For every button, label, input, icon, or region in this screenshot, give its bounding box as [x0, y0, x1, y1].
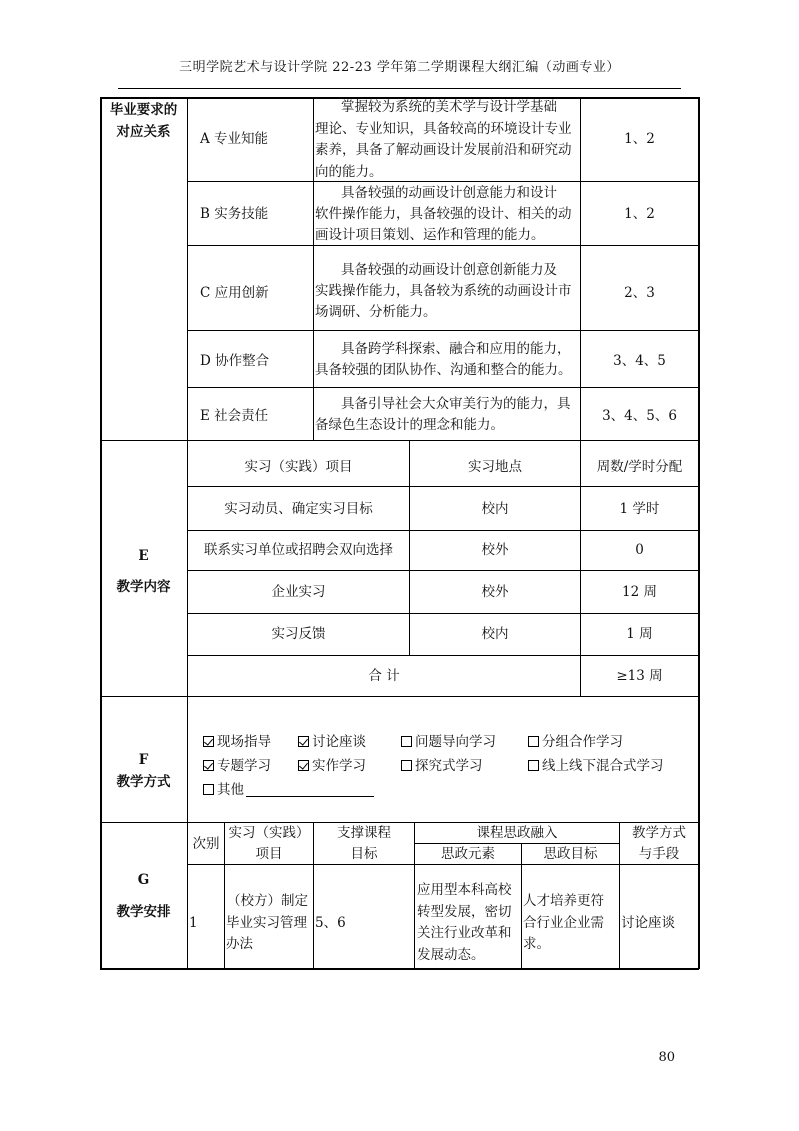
arr-row-elem-4: 发展动态。 — [417, 947, 485, 963]
grad-desc-b-1: 具备较强的动画设计创意能力和设计 — [341, 185, 557, 201]
method-option-onsite[interactable]: 现场指导 — [203, 731, 271, 753]
section-g-label: 教学安排 — [116, 904, 171, 920]
content-row-4-project: 实习反馈 — [271, 626, 326, 642]
content-row-3-project: 企业实习 — [271, 584, 326, 600]
content-row-3-hours: 12 周 — [622, 584, 657, 600]
grad-label-line2: 对应关系 — [116, 124, 171, 140]
grad-desc-d-1: 具备跨学科探索、融合和应用的能力， — [341, 341, 571, 357]
checkbox-checked-icon[interactable] — [203, 736, 214, 747]
grad-desc-b-3: 画设计项目策划、运作和管理的能力。 — [315, 227, 545, 243]
grad-item-c: C 应用创新 — [200, 285, 269, 301]
header-rule — [118, 88, 681, 89]
checkbox-checked-icon[interactable] — [298, 736, 309, 747]
section-f-code: F — [138, 752, 149, 768]
arr-header-goal-2: 目标 — [350, 846, 378, 862]
content-row-3-location: 校外 — [481, 584, 509, 600]
checkbox-empty-icon[interactable] — [401, 736, 412, 747]
checkbox-checked-icon[interactable] — [298, 760, 309, 771]
grad-target-b: 1、2 — [624, 206, 655, 222]
method-option-other[interactable]: 其他 — [203, 779, 244, 801]
grad-target-e: 3、4、5、6 — [602, 408, 677, 424]
section-e-code: E — [138, 548, 149, 564]
grad-desc-e-2: 备绿色生态设计的理念和能力。 — [315, 417, 504, 433]
arr-row-goal: 5、6 — [315, 915, 346, 931]
grad-desc-d-2: 具备较强的团队协作、沟通和整合的能力。 — [315, 362, 572, 378]
arr-row-project-1: （校方）制定 — [227, 893, 308, 909]
section-f-label: 教学方式 — [116, 774, 171, 790]
method-option-problem-based[interactable]: 问题导向学习 — [401, 731, 496, 753]
arr-row-seq: 1 — [189, 915, 198, 931]
method-option-practice[interactable]: 实作学习 — [298, 755, 366, 777]
content-header-location: 实习地点 — [468, 459, 522, 475]
arr-row-elem-2: 转型发展，密切 — [417, 904, 512, 920]
grad-item-e: E 社会责任 — [200, 408, 269, 424]
method-option-discussion[interactable]: 讨论座谈 — [298, 731, 366, 753]
content-row-2-project: 联系实习单位或招聘会双向选择 — [204, 542, 393, 558]
content-row-4-hours: 1 周 — [626, 626, 653, 642]
checkbox-checked-icon[interactable] — [203, 760, 214, 771]
other-blank-line — [246, 796, 374, 797]
arr-row-ideo-goal-1: 人才培养更符 — [523, 893, 604, 909]
grad-item-a: A 专业知能 — [200, 131, 269, 147]
method-option-group[interactable]: 分组合作学习 — [528, 731, 623, 753]
arr-row-elem-1: 应用型本科高校 — [417, 882, 512, 898]
method-option-blended[interactable]: 线上线下混合式学习 — [528, 755, 664, 777]
grad-target-a: 1、2 — [624, 131, 655, 147]
arr-header-ideo: 课程思政融入 — [476, 825, 558, 841]
method-option-topic[interactable]: 专题学习 — [203, 755, 271, 777]
grad-desc-c-3: 场调研、分析能力。 — [315, 304, 437, 320]
section-e-label: 教学内容 — [116, 579, 171, 595]
section-g-code: G — [137, 872, 150, 888]
checkbox-empty-icon[interactable] — [528, 736, 539, 747]
arr-header-goal-1: 支撑课程 — [337, 825, 391, 841]
arr-header-method-2: 与手段 — [638, 846, 680, 862]
arr-header-project-1: 实习（实践） — [228, 825, 310, 841]
arr-header-ideo-goal: 思政目标 — [543, 846, 598, 862]
grad-desc-a-1: 掌握较为系统的美术学与设计学基础 — [341, 99, 557, 115]
grad-desc-b-2: 软件操作能力，具备较强的设计、相关的动 — [315, 206, 572, 222]
page-number: 80 — [658, 1050, 675, 1065]
grad-desc-a-3: 素养，具备了解动画设计发展前沿和研究动 — [315, 142, 572, 158]
content-row-1-project: 实习动员、确定实习目标 — [224, 501, 373, 517]
arr-row-project-3: 办法 — [226, 936, 253, 952]
grad-item-b: B 实务技能 — [200, 206, 269, 222]
grad-label-line1: 毕业要求的 — [109, 102, 178, 118]
checkbox-empty-icon[interactable] — [528, 760, 539, 771]
arr-row-ideo-goal-3: 求。 — [523, 936, 550, 952]
arr-header-project-2: 项目 — [255, 846, 283, 862]
content-row-4-location: 校内 — [481, 626, 509, 642]
content-header-project: 实习（实践）项目 — [244, 459, 353, 475]
arr-header-seq: 次别 — [192, 836, 220, 852]
content-header-hours: 周数/学时分配 — [596, 459, 683, 475]
content-row-2-location: 校外 — [481, 542, 509, 558]
arr-row-ideo-goal-2: 合行业企业需 — [523, 915, 604, 931]
grad-desc-a-4: 向的能力。 — [315, 164, 383, 180]
content-total-label: 合 计 — [368, 668, 400, 684]
arr-row-method: 讨论座谈 — [621, 915, 675, 931]
checkbox-empty-icon[interactable] — [401, 760, 412, 771]
grad-target-d: 3、4、5 — [613, 353, 666, 369]
grad-target-c: 2、3 — [624, 285, 655, 301]
grad-item-d: D 协作整合 — [200, 353, 270, 369]
page-header: 三明学院艺术与设计学院 22-23 学年第二学期课程大纲汇编（动画专业） — [179, 60, 620, 75]
arr-header-method-1: 教学方式 — [632, 825, 686, 841]
content-row-1-location: 校内 — [481, 501, 509, 517]
content-total-value: ≥13 周 — [616, 668, 663, 684]
checkbox-empty-icon[interactable] — [203, 784, 214, 795]
content-row-2-hours: 0 — [635, 542, 644, 558]
grad-desc-c-2: 实践操作能力，具备较为系统的动画设计市 — [315, 283, 572, 299]
arr-row-elem-3: 关注行业改革和 — [417, 925, 512, 941]
grad-desc-c-1: 具备较强的动画设计创意创新能力及 — [341, 262, 557, 278]
method-option-inquiry[interactable]: 探究式学习 — [401, 755, 483, 777]
grad-desc-e-1: 具备引导社会大众审美行为的能力，具 — [341, 396, 571, 412]
arr-row-project-2: 毕业实习管理 — [226, 915, 307, 931]
content-row-1-hours: 1 学时 — [619, 501, 660, 517]
grad-desc-a-2: 理论、专业知识，具备较高的环境设计专业 — [315, 121, 572, 137]
arr-header-ideo-elem: 思政元素 — [441, 846, 495, 862]
